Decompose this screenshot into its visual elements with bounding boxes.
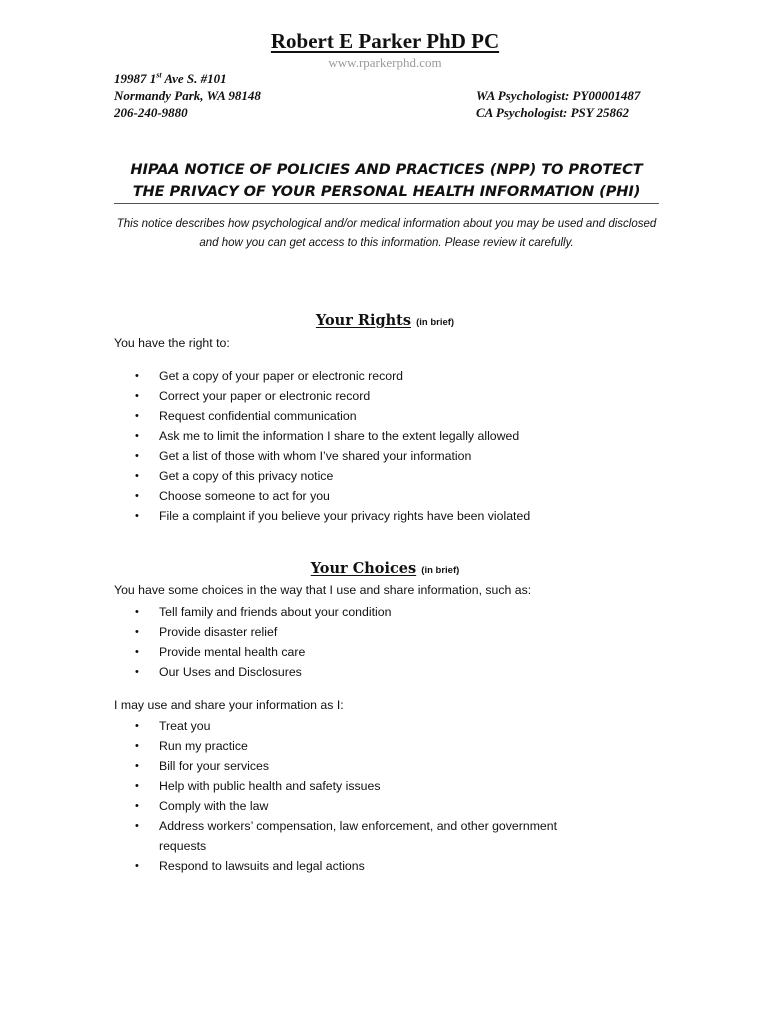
bullet-icon: • bbox=[135, 430, 139, 442]
notice-title-line-2: THE PRIVACY OF YOUR PERSONAL HEALTH INFORMATION (PHI) bbox=[132, 183, 641, 200]
bullet-icon: • bbox=[135, 390, 139, 402]
list-item bbox=[114, 642, 599, 662]
list-item bbox=[114, 776, 599, 796]
uses-list bbox=[114, 716, 599, 876]
list-item-text: Choose someone to act for you bbox=[159, 489, 330, 503]
list-item-text: File a complaint if you believe your privacy rights have been violated bbox=[159, 509, 531, 523]
firm-name: Robert E Parker PhD PC bbox=[270, 29, 500, 53]
list-item-text: Get a copy of this privacy notice bbox=[159, 469, 334, 483]
ca-license: CA Psychologist: PSY 25862 bbox=[476, 105, 629, 120]
bullet-icon: • bbox=[135, 410, 139, 422]
list-item bbox=[114, 796, 599, 816]
list-item-text: Request confidential communication bbox=[159, 409, 357, 423]
notice-title-line-1: HIPAA NOTICE OF POLICIES AND PRACTICES (NPP) TO PROTECT bbox=[130, 161, 643, 178]
rights-intro: You have the right to: bbox=[114, 336, 230, 350]
list-item bbox=[114, 602, 599, 622]
list-item bbox=[114, 426, 599, 446]
list-item-text: Get a list of those with whom I’ve shared your information bbox=[159, 449, 472, 463]
notice-title bbox=[114, 159, 659, 203]
address-city: Normandy Park, WA 98148 bbox=[114, 88, 261, 103]
list-item bbox=[114, 816, 599, 856]
list-item bbox=[114, 486, 599, 506]
address-street: 19987 1st Ave S. #101 bbox=[114, 70, 227, 86]
list-item-text: Help with public health and safety issues bbox=[159, 779, 381, 793]
list-item bbox=[114, 622, 599, 642]
wa-license: WA Psychologist: PY00001487 bbox=[476, 88, 641, 103]
license-block bbox=[476, 87, 640, 121]
bullet-icon: • bbox=[135, 606, 139, 618]
list-item bbox=[114, 506, 599, 526]
bullet-icon: • bbox=[135, 450, 139, 462]
list-item-text: Get a copy of your paper or electronic record bbox=[159, 369, 404, 383]
list-item-text: Bill for your services bbox=[159, 759, 270, 773]
list-item bbox=[114, 756, 599, 776]
notice-description: This notice describes how psychological and/or medical information about you may be used and disclosed and how you can get access to this information. Please review it carefully. bbox=[116, 218, 657, 249]
list-item-text: Address workers’ compensation, law enforcement, and other government requests bbox=[159, 819, 558, 853]
bullet-icon: • bbox=[135, 646, 139, 658]
rights-heading: Your Rights (in brief) bbox=[315, 312, 455, 329]
list-item bbox=[114, 446, 599, 466]
bullet-icon: • bbox=[135, 510, 139, 522]
list-item-text: Respond to lawsuits and legal actions bbox=[159, 859, 365, 873]
bullet-icon: • bbox=[135, 490, 139, 502]
list-item bbox=[114, 386, 599, 406]
website-link[interactable]: www.rparkerphd.com bbox=[328, 55, 442, 70]
list-item-text: Provide disaster relief bbox=[159, 625, 278, 639]
bullet-icon: • bbox=[135, 800, 139, 812]
uses-intro: I may use and share your information as I: bbox=[114, 698, 344, 712]
address-block bbox=[114, 70, 261, 121]
bullet-icon: • bbox=[135, 860, 139, 872]
list-item bbox=[114, 466, 599, 486]
list-item-text: Tell family and friends about your condition bbox=[159, 605, 392, 619]
bullet-icon: • bbox=[135, 370, 139, 382]
choices-list bbox=[114, 602, 599, 682]
list-item bbox=[114, 662, 599, 682]
bullet-icon: • bbox=[135, 626, 139, 638]
choices-intro: You have some choices in the way that I use and share information, such as: bbox=[114, 583, 532, 597]
list-item bbox=[114, 716, 599, 736]
list-item-text: Ask me to limit the information I share to the extent legally allowed bbox=[159, 429, 520, 443]
list-item-text: Treat you bbox=[159, 719, 211, 733]
list-item-text: Correct your paper or electronic record bbox=[159, 389, 371, 403]
list-item-text: Provide mental health care bbox=[159, 645, 306, 659]
list-item bbox=[114, 366, 599, 386]
list-item-text: Run my practice bbox=[159, 739, 248, 753]
list-item-text: Comply with the law bbox=[159, 799, 269, 813]
title-divider bbox=[114, 203, 659, 204]
bullet-icon: • bbox=[135, 780, 139, 792]
bullet-icon: • bbox=[135, 666, 139, 678]
list-item bbox=[114, 736, 599, 756]
bullet-icon: • bbox=[135, 740, 139, 752]
list-item bbox=[114, 856, 599, 876]
choices-heading: Your Choices (in brief) bbox=[310, 560, 460, 577]
bullet-icon: • bbox=[135, 720, 139, 732]
rights-list bbox=[114, 366, 599, 526]
bullet-icon: • bbox=[135, 760, 139, 772]
list-item bbox=[114, 406, 599, 426]
bullet-icon: • bbox=[135, 820, 139, 832]
bullet-icon: • bbox=[135, 470, 139, 482]
phone-number: 206-240-9880 bbox=[114, 105, 188, 120]
list-item-text: Our Uses and Disclosures bbox=[159, 665, 302, 679]
